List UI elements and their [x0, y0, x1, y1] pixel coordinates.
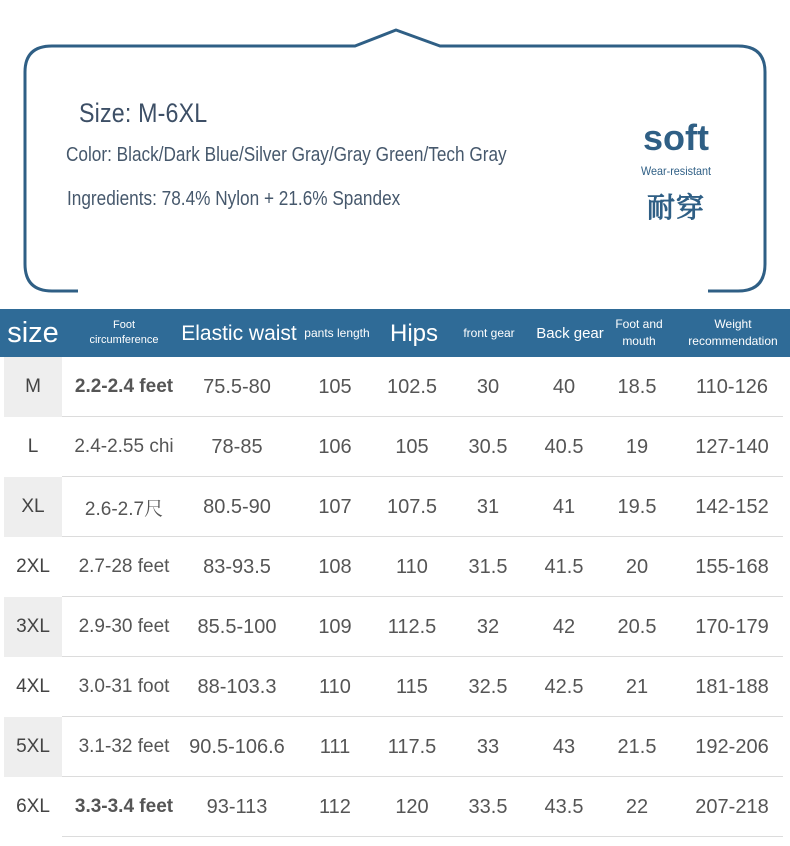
waist-cell: 78-85: [211, 435, 263, 458]
front-cell: 31: [476, 495, 500, 518]
waist-cell: 88-103.3: [197, 675, 277, 698]
front-cell: 31.5: [468, 555, 508, 578]
product-info: [0, 0, 790, 300]
size-cell: XL: [4, 477, 62, 537]
back-cell: 40: [552, 375, 576, 398]
mouth-cell: 20.5: [617, 615, 657, 638]
size-cell: L: [27, 436, 39, 457]
badge-cn-text: 耐穿: [646, 192, 705, 223]
size-range-text: Size: M-6XL: [79, 98, 208, 128]
weight-cell: 142-152: [695, 495, 769, 518]
table-row: [0, 717, 790, 777]
back-cell: 42: [552, 615, 576, 638]
hips-cell: 102.5: [386, 375, 438, 398]
front-cell: 32: [476, 615, 500, 638]
mouth-cell: 20: [625, 555, 649, 578]
mouth-cell: 21.5: [617, 735, 657, 758]
hips-cell: 112.5: [387, 615, 437, 638]
front-cell: 33.5: [468, 795, 508, 818]
weight-cell: 155-168: [695, 555, 769, 578]
size-cell: 4XL: [16, 676, 50, 697]
back-cell: 41: [552, 495, 576, 518]
foot-cell: 3.3-3.4 feet: [74, 796, 174, 817]
weight-cell: 181-188: [695, 675, 769, 698]
waist-cell: 75.5-80: [203, 375, 271, 398]
front-cell: 30.5: [468, 435, 508, 458]
weight-cell: 110-126: [696, 375, 768, 398]
foot-cell: 2.6-2.7尺: [84, 498, 164, 520]
waist-cell: 93-113: [206, 795, 268, 818]
length-cell: 105: [318, 375, 352, 398]
color-options-text: Color: Black/Dark Blue/Silver Gray/Gray Green/Tech Gray: [66, 144, 507, 166]
header-size: size: [7, 316, 59, 349]
hips-cell: 110: [396, 555, 428, 578]
front-cell: 30: [476, 375, 500, 398]
hips-cell: 115: [396, 675, 428, 698]
foot-cell: 3.1-32 feet: [78, 736, 170, 757]
size-cell: 2XL: [16, 556, 50, 577]
header-mouth: Foot and mouth: [615, 317, 663, 348]
hips-cell: 107.5: [386, 495, 438, 518]
table-row: [0, 477, 790, 537]
front-cell: 32.5: [468, 675, 508, 698]
back-cell: 41.5: [544, 555, 584, 578]
table-row: [0, 537, 790, 597]
table-header: [0, 309, 790, 357]
front-cell: 33: [476, 735, 500, 758]
length-cell: 108: [318, 555, 352, 578]
header-hips: Hips: [389, 319, 438, 347]
length-cell: 107: [318, 495, 352, 518]
length-cell: 110: [319, 675, 351, 698]
mouth-cell: 19: [625, 435, 649, 458]
size-cell: 6XL: [16, 796, 50, 817]
header-length: pants length: [304, 325, 370, 340]
table-row: [0, 417, 790, 477]
table-row: [0, 357, 790, 417]
waist-cell: 80.5-90: [203, 495, 271, 518]
weight-cell: 127-140: [695, 435, 769, 458]
size-cell: 3XL: [4, 597, 62, 657]
back-cell: 42.5: [544, 675, 584, 698]
waist-cell: 83-93.5: [203, 555, 271, 578]
table-row: [0, 657, 790, 717]
length-cell: 109: [318, 615, 352, 638]
foot-cell: 2.9-30 feet: [78, 616, 170, 637]
size-cell: 5XL: [4, 717, 62, 777]
header-weight: Weight recommendation: [688, 317, 778, 348]
weight-cell: 207-218: [695, 795, 769, 818]
foot-cell: 2.4-2.55 chi: [74, 436, 174, 457]
table-row: [0, 597, 790, 657]
back-cell: 40.5: [544, 435, 584, 458]
header-back: Back gear: [536, 324, 604, 342]
badge-wear-text: Wear-resistant: [640, 164, 712, 178]
length-cell: 111: [319, 735, 351, 758]
weight-cell: 192-206: [695, 735, 769, 758]
foot-cell: 3.0-31 foot: [78, 676, 170, 697]
waist-cell: 85.5-100: [197, 615, 277, 638]
back-cell: 43: [552, 735, 576, 758]
mouth-cell: 19.5: [617, 495, 657, 518]
hips-cell: 117.5: [387, 735, 437, 758]
length-cell: 112: [319, 795, 351, 818]
length-cell: 106: [318, 435, 352, 458]
weight-cell: 170-179: [695, 615, 769, 638]
mouth-cell: 18.5: [617, 375, 657, 398]
feature-badge: [620, 118, 732, 226]
hips-cell: 105: [395, 435, 429, 458]
waist-cell: 90.5-106.6: [189, 735, 285, 758]
row-divider: [62, 836, 783, 837]
foot-cell: 2.7-28 feet: [78, 556, 170, 577]
badge-soft-text: soft: [643, 117, 709, 158]
table-row: [0, 777, 790, 837]
header-waist: Elastic waist: [181, 321, 297, 345]
mouth-cell: 22: [625, 795, 649, 818]
back-cell: 43.5: [544, 795, 584, 818]
ingredients-text: Ingredients: 78.4% Nylon + 21.6% Spandex: [67, 188, 401, 210]
header-foot: Foot circumference: [89, 319, 159, 346]
hips-cell: 120: [395, 795, 429, 818]
foot-cell: 2.2-2.4 feet: [74, 376, 174, 397]
header-front: front gear: [463, 325, 515, 340]
mouth-cell: 21: [625, 675, 649, 698]
size-cell: M: [4, 357, 62, 417]
